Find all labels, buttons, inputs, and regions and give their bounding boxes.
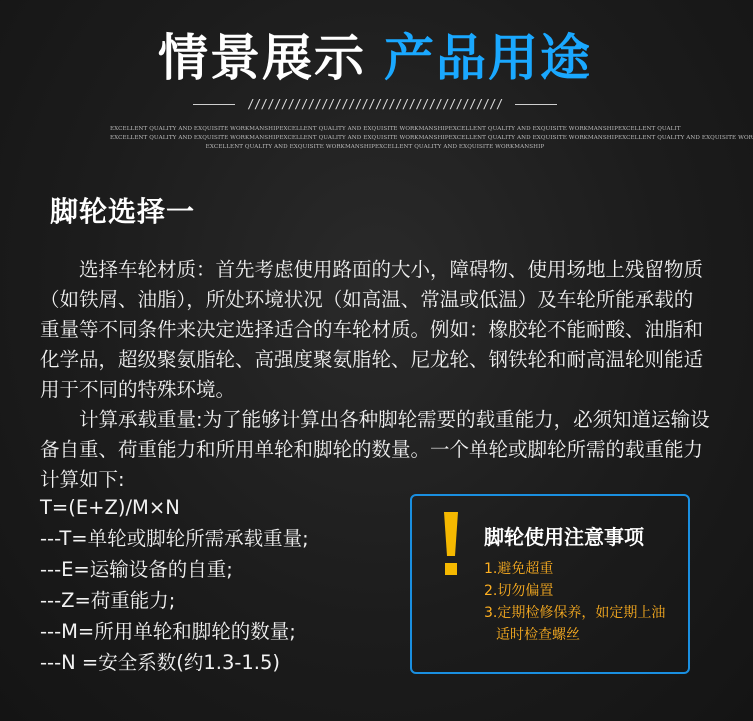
paragraph-load: 计算承载重量:为了能够计算出各种脚轮需要的载重能力，必须知道运输设备自重、荷重能力和所用单轮和脚轮的数量。一个单轮或脚轮所需的载重能力计算如下: <box>40 408 710 491</box>
formula-line: ---N =安全系数(约1.3-1.5) <box>40 651 281 674</box>
decorative-divider <box>0 96 750 112</box>
divider-rule-right <box>515 104 557 105</box>
divider-rule-left <box>193 104 235 105</box>
page-title <box>0 26 750 90</box>
formula-line: T=(E+Z)/M×N <box>40 496 180 519</box>
page-title-accent: 产品用途 <box>384 29 592 87</box>
section-heading: 脚轮选择一 <box>50 195 196 228</box>
notice-item: 3.定期检修保养，如定期上油 <box>484 605 666 621</box>
notice-item: 1.避免超重 <box>484 561 554 577</box>
notice-item: 2.切勿偏置 <box>484 583 554 599</box>
tagline-line: EXCELLENT QUALITY AND EXQUISITE WORKMANSHIPEXCELLENT QUALITY AND EXQUISITE WORKMANSHIPEXCELLENT QUALITY AND EXQUISITE WORKMANSHIPEXCELLENT QUALITY AND EXQUISITE WOR <box>110 135 753 141</box>
notice-item: 适时检查螺丝 <box>496 627 580 643</box>
notice-list <box>484 558 684 646</box>
formula-list <box>40 492 309 678</box>
formula-line: ---T=单轮或脚轮所需承载重量; <box>40 527 309 550</box>
tagline-line: EXCELLENT QUALITY AND EXQUISITE WORKMANSHIPEXCELLENT QUALITY AND EXQUISITE WORKMANSHIP <box>205 144 545 150</box>
divider-slashes: ////////////////////////////////////// <box>247 97 503 111</box>
notice-title: 脚轮使用注意事项 <box>484 525 644 549</box>
tagline-line: EXCELLENT QUALITY AND EXQUISITE WORKMANSHIPEXCELLENT QUALITY AND EXQUISITE WORKMANSHIPEXCELLENT QUALITY AND EXQUISITE WORKMANSHIPEXCELLENT QUALIT <box>110 126 681 132</box>
formula-line: ---Z=荷重能力; <box>40 589 176 612</box>
paragraph-material: 选择车轮材质：首先考虑使用路面的大小，障碍物、使用场地上残留物质（如铁屑、油脂），所处环境状况（如高温、常温或低温）及车轮所能承载的重量等不同条件来决定选择适合的车轮材质。例如：橡胶轮不能耐酸、油脂和化学品，超级聚氨脂轮、高强度聚氨脂轮、尼龙轮、钢铁轮和耐高温轮则能适用于不同的特殊环境。 <box>40 258 704 401</box>
tagline <box>110 125 753 152</box>
page-title-main: 情景展示 <box>158 29 366 87</box>
formula-line: ---M=所用单轮和脚轮的数量; <box>40 620 296 643</box>
notice-box <box>410 494 690 674</box>
formula-line: ---E=运输设备的自重; <box>40 558 233 581</box>
exclamation-icon <box>442 512 460 576</box>
